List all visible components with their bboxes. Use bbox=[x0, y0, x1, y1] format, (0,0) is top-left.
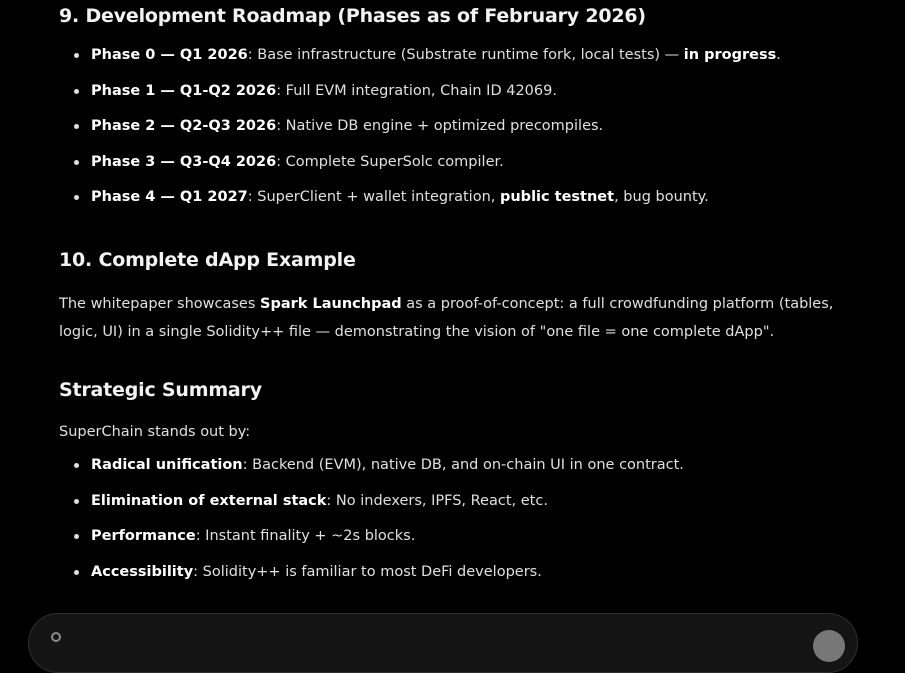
list-item bbox=[59, 45, 849, 81]
bullet-icon bbox=[74, 570, 79, 575]
summary-label: Accessibility bbox=[91, 563, 194, 580]
dapp-paragraph bbox=[59, 290, 849, 346]
phase-status: in progress bbox=[683, 47, 777, 63]
summary-text: : Instant finality + ~2s blocks. bbox=[195, 528, 416, 544]
phase-text: : SuperClient + wallet integration, bbox=[247, 189, 500, 205]
list-item bbox=[59, 116, 849, 152]
message-composer[interactable] bbox=[28, 613, 858, 673]
phase-highlight: public testnet bbox=[499, 189, 615, 205]
bullet-icon bbox=[74, 89, 79, 94]
list-item bbox=[59, 152, 849, 188]
summary-label: Performance bbox=[91, 528, 196, 544]
summary-label: Radical unification bbox=[91, 457, 243, 473]
summary-text: : Solidity++ is familiar to most DeFi developers. bbox=[193, 563, 542, 580]
phase-text: : Full EVM integration, Chain ID 42069. bbox=[276, 82, 557, 99]
bullet-icon bbox=[74, 195, 79, 200]
summary-list bbox=[59, 455, 849, 597]
phase-label: Phase 3 — Q3-Q4 2026 bbox=[91, 153, 277, 170]
phase-label: Phase 0 — Q1 2026 bbox=[91, 47, 248, 63]
send-icon[interactable] bbox=[813, 630, 845, 662]
list-item bbox=[59, 455, 849, 491]
phase-text: : Base infrastructure (Substrate runtime fork, local tests) — bbox=[247, 47, 684, 63]
bullet-icon bbox=[74, 160, 79, 165]
bullet-icon bbox=[74, 53, 79, 58]
list-item bbox=[59, 187, 849, 223]
bullet-icon bbox=[74, 124, 79, 129]
phase-text: : Complete SuperSolc compiler. bbox=[276, 153, 504, 170]
dapp-highlight: Spark Launchpad bbox=[260, 296, 402, 312]
summary-intro: SuperChain stands out by: bbox=[59, 424, 251, 440]
bullet-icon bbox=[74, 499, 79, 504]
summary-heading: Strategic Summary bbox=[59, 379, 262, 401]
bullet-icon bbox=[74, 534, 79, 539]
roadmap-heading: 9. Development Roadmap (Phases as of February 2026) bbox=[59, 5, 646, 27]
dapp-text-before: The whitepaper showcases bbox=[59, 296, 261, 312]
phase-label: Phase 4 — Q1 2027 bbox=[91, 189, 248, 205]
summary-text: : Backend (EVM), native DB, and on-chain UI in one contract. bbox=[242, 457, 684, 473]
roadmap-list bbox=[59, 45, 849, 223]
dapp-heading: 10. Complete dApp Example bbox=[59, 249, 356, 271]
phase-text-end: , bug bounty. bbox=[614, 189, 709, 205]
phase-text-end: . bbox=[776, 47, 781, 63]
list-item bbox=[59, 491, 849, 527]
phase-label: Phase 1 — Q1-Q2 2026 bbox=[91, 82, 277, 99]
summary-label: Elimination of external stack bbox=[91, 492, 327, 509]
phase-label: Phase 2 — Q2-Q3 2026 bbox=[91, 118, 277, 134]
phase-text: : Native DB engine + optimized precompiles. bbox=[276, 118, 604, 134]
dapp-text-after: as a proof-of-concept: a full crowdfunding platform (tables, logic, UI) in a single Solidity++ file — demonstrating the vision of "one file = one complete dApp". bbox=[59, 296, 834, 340]
summary-text: : No indexers, IPFS, React, etc. bbox=[326, 492, 548, 509]
list-item bbox=[59, 562, 849, 598]
bullet-icon bbox=[74, 463, 79, 468]
list-item bbox=[59, 526, 849, 562]
list-item bbox=[59, 81, 849, 117]
